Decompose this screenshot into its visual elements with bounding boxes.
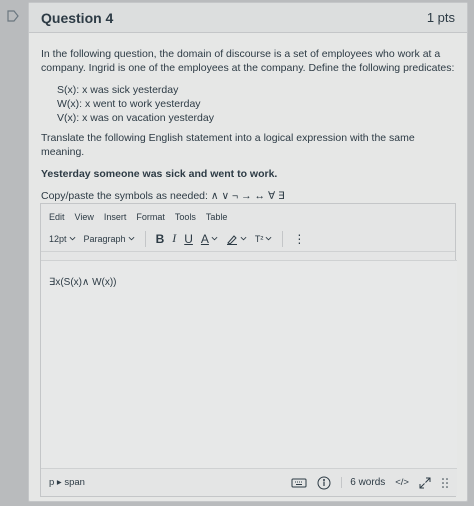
bold-button[interactable]: B [155,231,165,246]
rich-text-editor [40,203,456,497]
block-format-value: Paragraph [83,233,126,244]
status-right [291,476,449,490]
flag-icon[interactable] [6,9,20,23]
block-format-select[interactable] [84,234,135,244]
editor-toolbar [41,226,455,252]
menu-format[interactable]: Format [136,212,165,222]
question-statement: Yesterday someone was sick and went to work. [41,168,278,180]
chevron-down-icon [211,235,218,242]
superscript-button[interactable] [255,234,273,244]
menu-tools[interactable]: Tools [174,212,196,222]
underline-button[interactable]: U [184,231,193,246]
chevron-down-icon [69,235,76,242]
text-color-label: A [200,231,209,246]
question-card [28,2,468,502]
predicate-item: V(x): x was on vacation yesterday [57,112,214,124]
word-count: 6 words [341,477,385,488]
italic-button[interactable]: I [172,231,177,245]
predicate-list [57,83,455,125]
toolbar-divider [145,231,146,247]
predicate-item: S(x): x was sick yesterday [57,84,179,96]
chevron-down-icon [240,235,247,242]
question-points: 1 pts [426,10,455,25]
question-header [29,3,467,33]
superscript-label: T² [254,233,264,244]
html-editor-toggle[interactable]: </> [395,477,409,488]
font-size-select[interactable] [49,234,76,244]
answer-text[interactable]: ∃x(S(x)∧ W(x)) [49,277,117,288]
chevron-down-icon [265,235,272,242]
fullscreen-icon[interactable] [419,477,431,489]
question-intro: In the following question, the domain of discourse is a set of employees who work at a company. Ingrid is one of the employees at the company. Define the following predicates: [41,48,455,74]
menu-edit[interactable]: Edit [49,212,65,222]
highlighter-icon [226,233,238,245]
menu-table[interactable]: Table [205,212,228,222]
menu-insert[interactable]: Insert [103,212,127,222]
predicate-item: W(x): x went to work yesterday [57,98,201,110]
question-title: Question 4 [41,9,114,26]
editor-statusbar [41,468,457,496]
element-path[interactable]: p ▸ span [49,477,85,488]
accessibility-icon[interactable] [317,476,331,490]
toolbar-divider [282,231,283,247]
font-size-value: 12pt [49,233,67,244]
question-body [29,33,467,203]
menu-view[interactable]: View [74,212,94,222]
more-options-button[interactable]: ⋮ [293,231,306,246]
drag-handle-icon[interactable] [441,477,449,489]
keyboard-icon[interactable] [291,477,307,489]
text-color-button[interactable] [201,232,218,246]
question-instruction: Translate the following English statement into a logical expression with the same meaning. [41,132,415,158]
symbols-hint: Copy/paste the symbols as needed: ∧ ∨ ¬ → ↔ ∀ ∃ [41,190,285,202]
highlight-button[interactable] [226,233,247,245]
editor-menubar [41,204,455,226]
chevron-down-icon [128,235,135,242]
editor-content-area[interactable] [41,260,457,468]
